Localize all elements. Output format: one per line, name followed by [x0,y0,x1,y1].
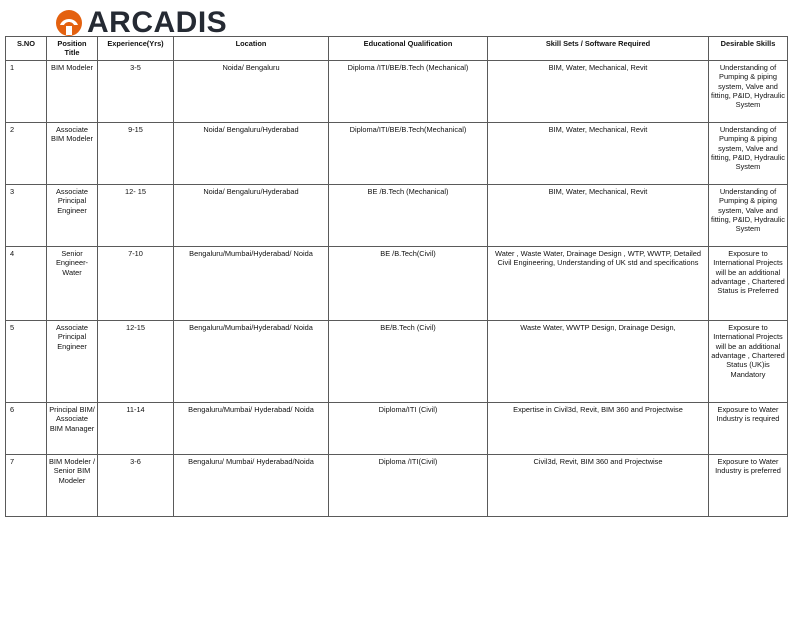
cell-skill-sets: BIM, Water, Mechanical, Revit [488,60,709,122]
cell-position-title: BIM Modeler / Senior BIM Modeler [47,454,98,516]
cell-experience: 12-15 [98,320,174,402]
cell-desirable-skills: Exposure to International Projects will be an additional advantage , Chartered Status is Preferred [709,246,788,320]
cell-experience: 7-10 [98,246,174,320]
cell-desirable-skills: Understanding of Pumping & piping system, Valve and fitting, P&ID, Hydraulic System [709,60,788,122]
cell-skill-sets: BIM, Water, Mechanical, Revit [488,122,709,184]
table-header-row [6,37,788,61]
cell-qualification: BE/B.Tech (Civil) [329,320,488,402]
cell-position-title: Associate Principal Engineer [47,320,98,402]
cell-sno: 2 [6,122,47,184]
cell-position-title: Principal BIM/ Associate BIM Manager [47,402,98,454]
table-row [6,402,788,454]
table-row [6,122,788,184]
cell-location: Noida/ Bengaluru/Hyderabad [174,184,329,246]
cell-qualification: Diploma/ITI (Civil) [329,402,488,454]
cell-qualification: Diploma /ITI(Civil) [329,454,488,516]
cell-sno: 7 [6,454,47,516]
table-row [6,184,788,246]
cell-skill-sets: Water , Waste Water, Drainage Design , WTP, WWTP, Detailed Civil Engineering, Understanding of UK std and specifications [488,246,709,320]
arcadis-logo-icon [54,8,84,38]
header-position-title: Position Title [47,37,98,61]
cell-qualification: BE /B.Tech(Civil) [329,246,488,320]
cell-experience: 3-5 [98,60,174,122]
cell-sno: 5 [6,320,47,402]
cell-experience: 9-15 [98,122,174,184]
cell-sno: 4 [6,246,47,320]
cell-location: Bengaluru/Mumbai/Hyderabad/ Noida [174,320,329,402]
cell-desirable-skills: Understanding of Pumping & piping system, Valve and fitting, P&ID, Hydraulic System [709,122,788,184]
cell-desirable-skills: Exposure to Water Industry is required [709,402,788,454]
cell-qualification: Diploma/ITI/BE/B.Tech(Mechanical) [329,122,488,184]
cell-qualification: BE /B.Tech (Mechanical) [329,184,488,246]
table-row [6,320,788,402]
arcadis-logo [54,8,227,38]
cell-position-title: Associate Principal Engineer [47,184,98,246]
cell-qualification: Diploma /ITI/BE/B.Tech (Mechanical) [329,60,488,122]
table-row [6,246,788,320]
cell-sno: 6 [6,402,47,454]
cell-skill-sets: BIM, Water, Mechanical, Revit [488,184,709,246]
cell-location: Bengaluru/Mumbai/Hyderabad/ Noida [174,246,329,320]
job-openings-table [5,36,788,517]
cell-position-title: BIM Modeler [47,60,98,122]
header-qualification: Educational Qualification [329,37,488,61]
cell-experience: 11-14 [98,402,174,454]
cell-desirable-skills: Exposure to Water Industry is preferred [709,454,788,516]
cell-location: Noida/ Bengaluru/Hyderabad [174,122,329,184]
header-skill-sets: Skill Sets / Software Required [488,37,709,61]
brand-name: ARCADIS [87,6,228,39]
header-location: Location [174,37,329,61]
cell-skill-sets: Waste Water, WWTP Design, Drainage Design, [488,320,709,402]
cell-experience: 12- 15 [98,184,174,246]
cell-experience: 3-6 [98,454,174,516]
cell-desirable-skills: Exposure to International Projects will be an additional advantage , Chartered Status (UK)is Mandatory [709,320,788,402]
cell-location: Bengaluru/Mumbai/ Hyderabad/ Noida [174,402,329,454]
cell-location: Noida/ Bengaluru [174,60,329,122]
cell-sno: 3 [6,184,47,246]
cell-location: Bengaluru/ Mumbai/ Hyderabad/Noida [174,454,329,516]
cell-skill-sets: Expertise in Civil3d, Revit, BIM 360 and Projectwise [488,402,709,454]
cell-sno: 1 [6,60,47,122]
header-sno: S.NO [6,37,47,61]
cell-position-title: Senior Engineer- Water [47,246,98,320]
header-desirable-skills: Desirable Skills [709,37,788,61]
cell-skill-sets: Civil3d, Revit, BIM 360 and Projectwise [488,454,709,516]
cell-desirable-skills: Understanding of Pumping & piping system, Valve and fitting, P&ID, Hydraulic System [709,184,788,246]
table-row [6,60,788,122]
table-row [6,454,788,516]
cell-position-title: Associate BIM Modeler [47,122,98,184]
header-experience: Experience(Yrs) [98,37,174,61]
